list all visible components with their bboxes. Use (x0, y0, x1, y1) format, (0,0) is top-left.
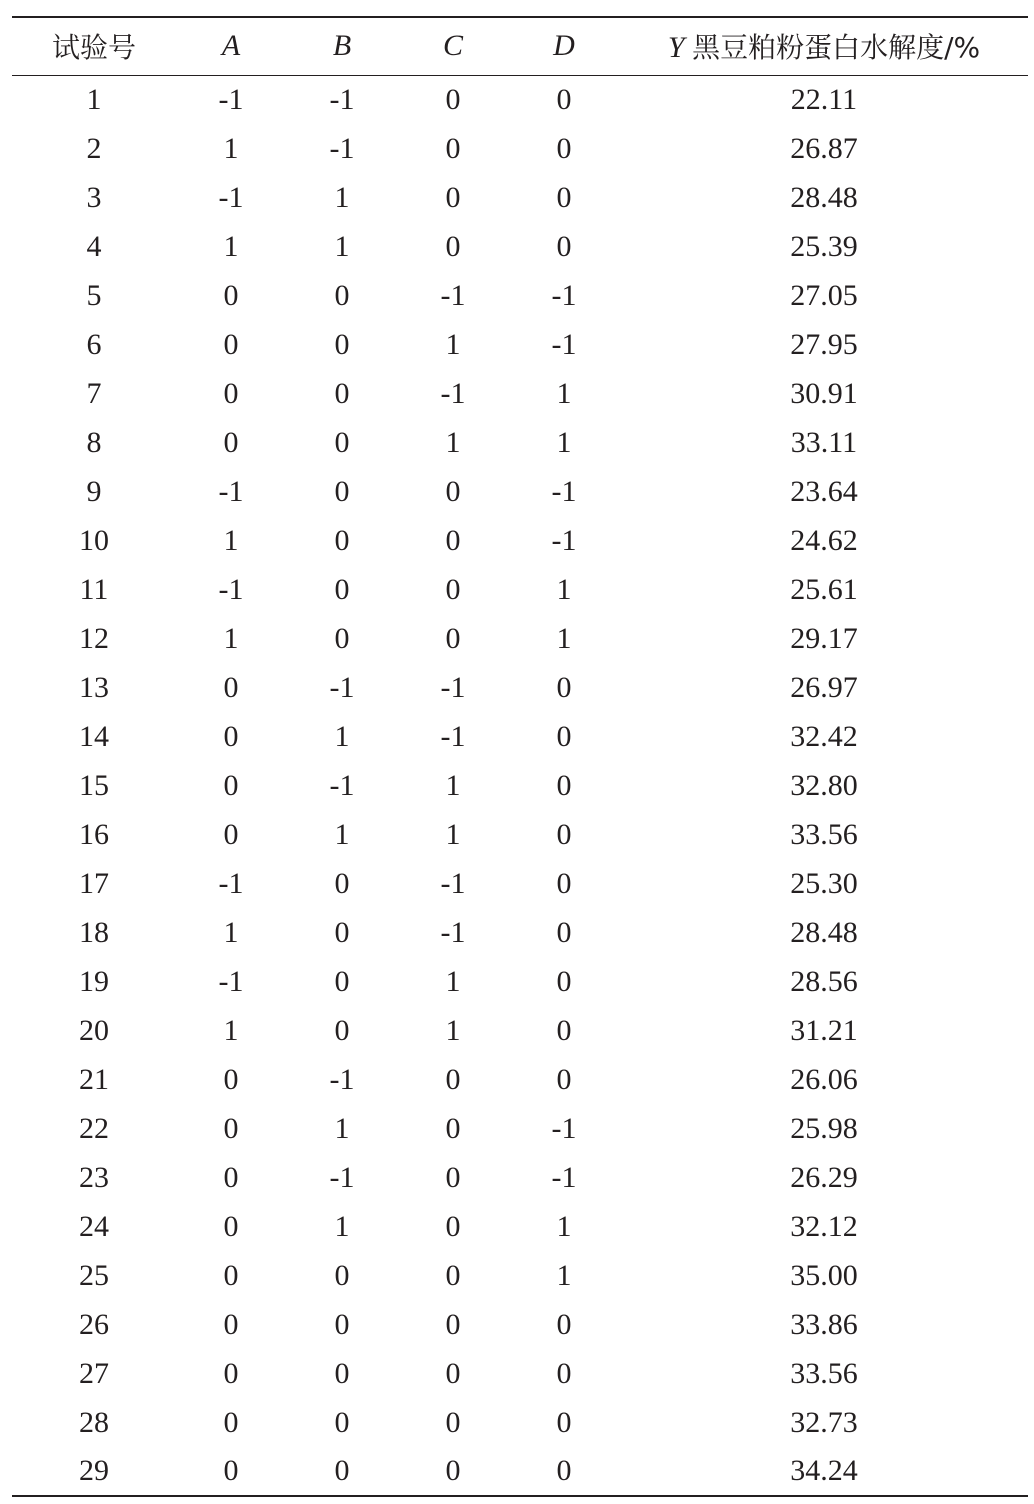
cell-factor-c: -1 (440, 719, 466, 753)
cell-factor-c: -1 (440, 278, 466, 312)
cell-factor-a: 0 (223, 1160, 239, 1194)
cell-trial-no: 19 (79, 964, 109, 998)
cell-factor-b: 1 (334, 1111, 350, 1145)
cell-factor-c: -1 (440, 670, 466, 704)
cell-factor-a: 0 (223, 1405, 239, 1439)
cell-trial-no: 4 (86, 229, 102, 263)
cell-hydrolysis-degree: 28.56 (790, 964, 858, 998)
cell-hydrolysis-degree: 26.06 (790, 1062, 858, 1096)
table-row (12, 1104, 1028, 1153)
cell-hydrolysis-degree: 27.95 (790, 327, 858, 361)
cell-factor-b: -1 (329, 1160, 355, 1194)
cell-factor-d: -1 (551, 327, 577, 361)
cell-factor-c: 0 (445, 1356, 461, 1390)
table-row (12, 271, 1028, 320)
cell-factor-a: 0 (223, 1209, 239, 1243)
cell-hydrolysis-degree: 27.05 (790, 278, 858, 312)
cell-hydrolysis-degree: 32.12 (790, 1209, 858, 1243)
cell-trial-no: 27 (79, 1356, 109, 1390)
cell-factor-c: 0 (445, 621, 461, 655)
table-row (12, 1251, 1028, 1300)
cell-hydrolysis-degree: 33.56 (790, 1356, 858, 1390)
cell-factor-c: -1 (440, 376, 466, 410)
cell-factor-a: 0 (223, 327, 239, 361)
cell-hydrolysis-degree: 33.56 (790, 817, 858, 851)
cell-factor-a: 1 (223, 915, 239, 949)
cell-factor-d: -1 (551, 1160, 577, 1194)
cell-trial-no: 17 (79, 866, 109, 900)
cell-trial-no: 7 (86, 376, 102, 410)
cell-hydrolysis-degree: 26.87 (790, 131, 858, 165)
cell-trial-no: 13 (79, 670, 109, 704)
cell-hydrolysis-degree: 33.11 (790, 425, 858, 459)
cell-factor-d: 0 (556, 768, 572, 802)
cell-factor-a: -1 (218, 866, 244, 900)
cell-factor-d: 0 (556, 1405, 572, 1439)
cell-hydrolysis-degree: 26.97 (790, 670, 858, 704)
cell-trial-no: 2 (86, 131, 102, 165)
cell-factor-c: 1 (445, 964, 461, 998)
cell-trial-no: 11 (79, 572, 109, 606)
cell-factor-c: 1 (445, 327, 461, 361)
cell-factor-a: -1 (218, 572, 244, 606)
cell-factor-a: 0 (223, 1356, 239, 1390)
cell-factor-b: 0 (334, 1405, 350, 1439)
cell-hydrolysis-degree: 28.48 (790, 915, 858, 949)
cell-trial-no: 8 (86, 425, 102, 459)
header-factor-d: D (508, 17, 620, 75)
cell-factor-c: 0 (445, 82, 461, 116)
cell-factor-b: 1 (334, 1209, 350, 1243)
table-row (12, 1300, 1028, 1349)
cell-factor-d: 0 (508, 1447, 620, 1496)
cell-factor-c: 0 (445, 1258, 461, 1292)
cell-factor-d: 0 (556, 1013, 572, 1047)
cell-factor-d: 0 (556, 915, 572, 949)
cell-factor-c: 0 (445, 180, 461, 214)
cell-trial-no: 18 (79, 915, 109, 949)
header-factor-b: B (286, 17, 398, 75)
cell-trial-no: 3 (86, 180, 102, 214)
cell-hydrolysis-degree: 26.29 (790, 1160, 858, 1194)
cell-factor-c: 0 (445, 229, 461, 263)
cell-factor-c: 0 (445, 1062, 461, 1096)
cell-factor-d: 1 (556, 376, 572, 410)
cell-factor-d: 0 (556, 964, 572, 998)
box-behnken-design-table (12, 16, 1028, 1497)
cell-factor-c: 1 (445, 1013, 461, 1047)
table-row (12, 173, 1028, 222)
table-row (12, 761, 1028, 810)
cell-factor-b: 0 (334, 1307, 350, 1341)
cell-factor-b: 0 (334, 621, 350, 655)
cell-trial-no: 25 (79, 1258, 109, 1292)
cell-factor-b: 0 (334, 915, 350, 949)
cell-factor-a: 0 (223, 1111, 239, 1145)
cell-factor-a: 0 (223, 817, 239, 851)
cell-trial-no: 1 (86, 82, 102, 116)
cell-factor-d: 0 (556, 670, 572, 704)
cell-factor-c: 0 (445, 474, 461, 508)
cell-factor-c: 0 (445, 1405, 461, 1439)
header-row (12, 17, 1028, 75)
cell-factor-b: 0 (334, 572, 350, 606)
cell-factor-d: -1 (551, 523, 577, 557)
cell-factor-a: 0 (223, 670, 239, 704)
cell-trial-no: 29 (12, 1447, 176, 1496)
table-row (12, 418, 1028, 467)
cell-factor-d: 0 (556, 131, 572, 165)
header-y-symbol: Y (667, 31, 685, 65)
header-factor-c: C (398, 17, 508, 75)
cell-hydrolysis-degree: 32.42 (790, 719, 858, 753)
cell-factor-a: 1 (223, 131, 239, 165)
cell-factor-d: 0 (556, 1307, 572, 1341)
cell-factor-a: 1 (223, 523, 239, 557)
table-row (12, 908, 1028, 957)
cell-hydrolysis-degree: 30.91 (790, 376, 858, 410)
cell-factor-b: 1 (334, 229, 350, 263)
cell-hydrolysis-degree: 28.48 (790, 180, 858, 214)
cell-hydrolysis-degree: 32.80 (790, 768, 858, 802)
table-row (12, 1055, 1028, 1104)
cell-hydrolysis-degree: 24.62 (790, 523, 858, 557)
header-factor-a: A (176, 17, 286, 75)
cell-factor-c: 0 (445, 572, 461, 606)
cell-trial-no: 6 (86, 327, 102, 361)
cell-factor-d: -1 (551, 278, 577, 312)
cell-factor-a: -1 (218, 82, 244, 116)
cell-trial-no: 21 (79, 1062, 109, 1096)
cell-trial-no: 9 (86, 474, 102, 508)
table-row (12, 810, 1028, 859)
cell-factor-b: 0 (334, 327, 350, 361)
cell-factor-d: 0 (556, 1356, 572, 1390)
cell-hydrolysis-degree: 22.11 (790, 82, 858, 116)
cell-hydrolysis-degree: 34.24 (620, 1447, 1028, 1496)
cell-factor-c: 1 (445, 768, 461, 802)
table-row (12, 1447, 1028, 1496)
table-row (12, 712, 1028, 761)
cell-factor-a: 0 (223, 768, 239, 802)
cell-trial-no: 16 (79, 817, 109, 851)
cell-factor-c: 0 (445, 1111, 461, 1145)
cell-factor-b: 1 (334, 180, 350, 214)
cell-factor-d: 0 (556, 719, 572, 753)
cell-factor-a: 0 (223, 719, 239, 753)
cell-factor-b: 1 (334, 719, 350, 753)
cell-hydrolysis-degree: 32.73 (790, 1405, 858, 1439)
table-row (12, 1398, 1028, 1447)
header-trial-no: 试验号 (12, 17, 176, 75)
cell-factor-d: 0 (556, 817, 572, 851)
cell-factor-c: -1 (440, 866, 466, 900)
cell-trial-no: 14 (79, 719, 109, 753)
table-row (12, 859, 1028, 908)
header-response-y (620, 17, 1028, 75)
table-row (12, 957, 1028, 1006)
cell-factor-b: 0 (286, 1447, 398, 1496)
cell-trial-no: 20 (79, 1013, 109, 1047)
cell-hydrolysis-degree: 25.61 (790, 572, 858, 606)
cell-factor-a: 1 (223, 1013, 239, 1047)
cell-factor-d: 0 (556, 866, 572, 900)
cell-hydrolysis-degree: 25.30 (790, 866, 858, 900)
table-row (12, 614, 1028, 663)
cell-factor-a: 0 (223, 278, 239, 312)
cell-factor-c: 0 (445, 131, 461, 165)
cell-trial-no: 5 (86, 278, 102, 312)
cell-hydrolysis-degree: 33.86 (790, 1307, 858, 1341)
cell-factor-b: 1 (334, 817, 350, 851)
cell-factor-d: 1 (556, 572, 572, 606)
cell-factor-c: 0 (445, 523, 461, 557)
cell-trial-no: 28 (79, 1405, 109, 1439)
cell-factor-b: -1 (329, 768, 355, 802)
cell-factor-a: 0 (176, 1447, 286, 1496)
cell-factor-a: -1 (218, 180, 244, 214)
table-row (12, 222, 1028, 271)
cell-factor-b: 0 (334, 474, 350, 508)
cell-hydrolysis-degree: 35.00 (790, 1258, 858, 1292)
cell-factor-b: 0 (334, 523, 350, 557)
table-row (12, 663, 1028, 712)
cell-factor-c: 0 (445, 1209, 461, 1243)
cell-factor-b: 0 (334, 1258, 350, 1292)
cell-factor-b: 0 (334, 964, 350, 998)
cell-factor-d: 1 (556, 425, 572, 459)
table-row (12, 467, 1028, 516)
cell-hydrolysis-degree: 25.98 (790, 1111, 858, 1145)
cell-hydrolysis-degree: 29.17 (790, 621, 858, 655)
cell-factor-d: -1 (551, 1111, 577, 1145)
header-y-label: 黑豆粕粉蛋白水解度/% (692, 31, 981, 65)
cell-factor-d: 1 (556, 1209, 572, 1243)
cell-factor-a: 0 (223, 1307, 239, 1341)
cell-factor-a: -1 (218, 474, 244, 508)
cell-factor-b: 0 (334, 278, 350, 312)
cell-hydrolysis-degree: 31.21 (790, 1013, 858, 1047)
cell-factor-d: -1 (551, 474, 577, 508)
cell-trial-no: 15 (79, 768, 109, 802)
table-row (12, 1153, 1028, 1202)
cell-factor-c: 0 (445, 1160, 461, 1194)
cell-factor-a: 0 (223, 376, 239, 410)
cell-trial-no: 23 (79, 1160, 109, 1194)
cell-factor-b: 0 (334, 376, 350, 410)
cell-hydrolysis-degree: 25.39 (790, 229, 858, 263)
cell-factor-b: 0 (334, 1356, 350, 1390)
cell-factor-d: 0 (556, 82, 572, 116)
cell-factor-d: 0 (556, 1062, 572, 1096)
table-row (12, 516, 1028, 565)
cell-factor-c: 1 (445, 425, 461, 459)
cell-factor-b: -1 (329, 1062, 355, 1096)
cell-factor-b: 0 (334, 866, 350, 900)
table-body (12, 75, 1028, 1496)
cell-hydrolysis-degree: 23.64 (790, 474, 858, 508)
cell-factor-a: -1 (218, 964, 244, 998)
cell-factor-a: 1 (223, 621, 239, 655)
cell-factor-d: 1 (556, 1258, 572, 1292)
cell-trial-no: 22 (79, 1111, 109, 1145)
cell-factor-b: -1 (329, 670, 355, 704)
cell-factor-c: -1 (440, 915, 466, 949)
table-row (12, 320, 1028, 369)
cell-factor-c: 0 (398, 1447, 508, 1496)
cell-factor-b: 0 (334, 1013, 350, 1047)
cell-trial-no: 12 (79, 621, 109, 655)
table-row (12, 1349, 1028, 1398)
cell-factor-b: 0 (334, 425, 350, 459)
table-row (12, 75, 1028, 124)
cell-factor-c: 0 (445, 1307, 461, 1341)
cell-factor-d: 1 (556, 621, 572, 655)
table-row (12, 565, 1028, 614)
table-row (12, 124, 1028, 173)
cell-factor-c: 1 (445, 817, 461, 851)
cell-trial-no: 26 (79, 1307, 109, 1341)
cell-factor-b: -1 (329, 82, 355, 116)
cell-trial-no: 10 (79, 523, 109, 557)
cell-trial-no: 24 (79, 1209, 109, 1243)
table-row (12, 369, 1028, 418)
cell-factor-b: -1 (329, 131, 355, 165)
cell-factor-d: 0 (556, 180, 572, 214)
table-row (12, 1006, 1028, 1055)
table-row (12, 1202, 1028, 1251)
cell-factor-a: 0 (223, 1258, 239, 1292)
table-header (12, 17, 1028, 75)
cell-factor-a: 0 (223, 1062, 239, 1096)
cell-factor-d: 0 (556, 229, 572, 263)
cell-factor-a: 1 (223, 229, 239, 263)
design-table-container (12, 16, 1028, 1497)
cell-factor-a: 0 (223, 425, 239, 459)
